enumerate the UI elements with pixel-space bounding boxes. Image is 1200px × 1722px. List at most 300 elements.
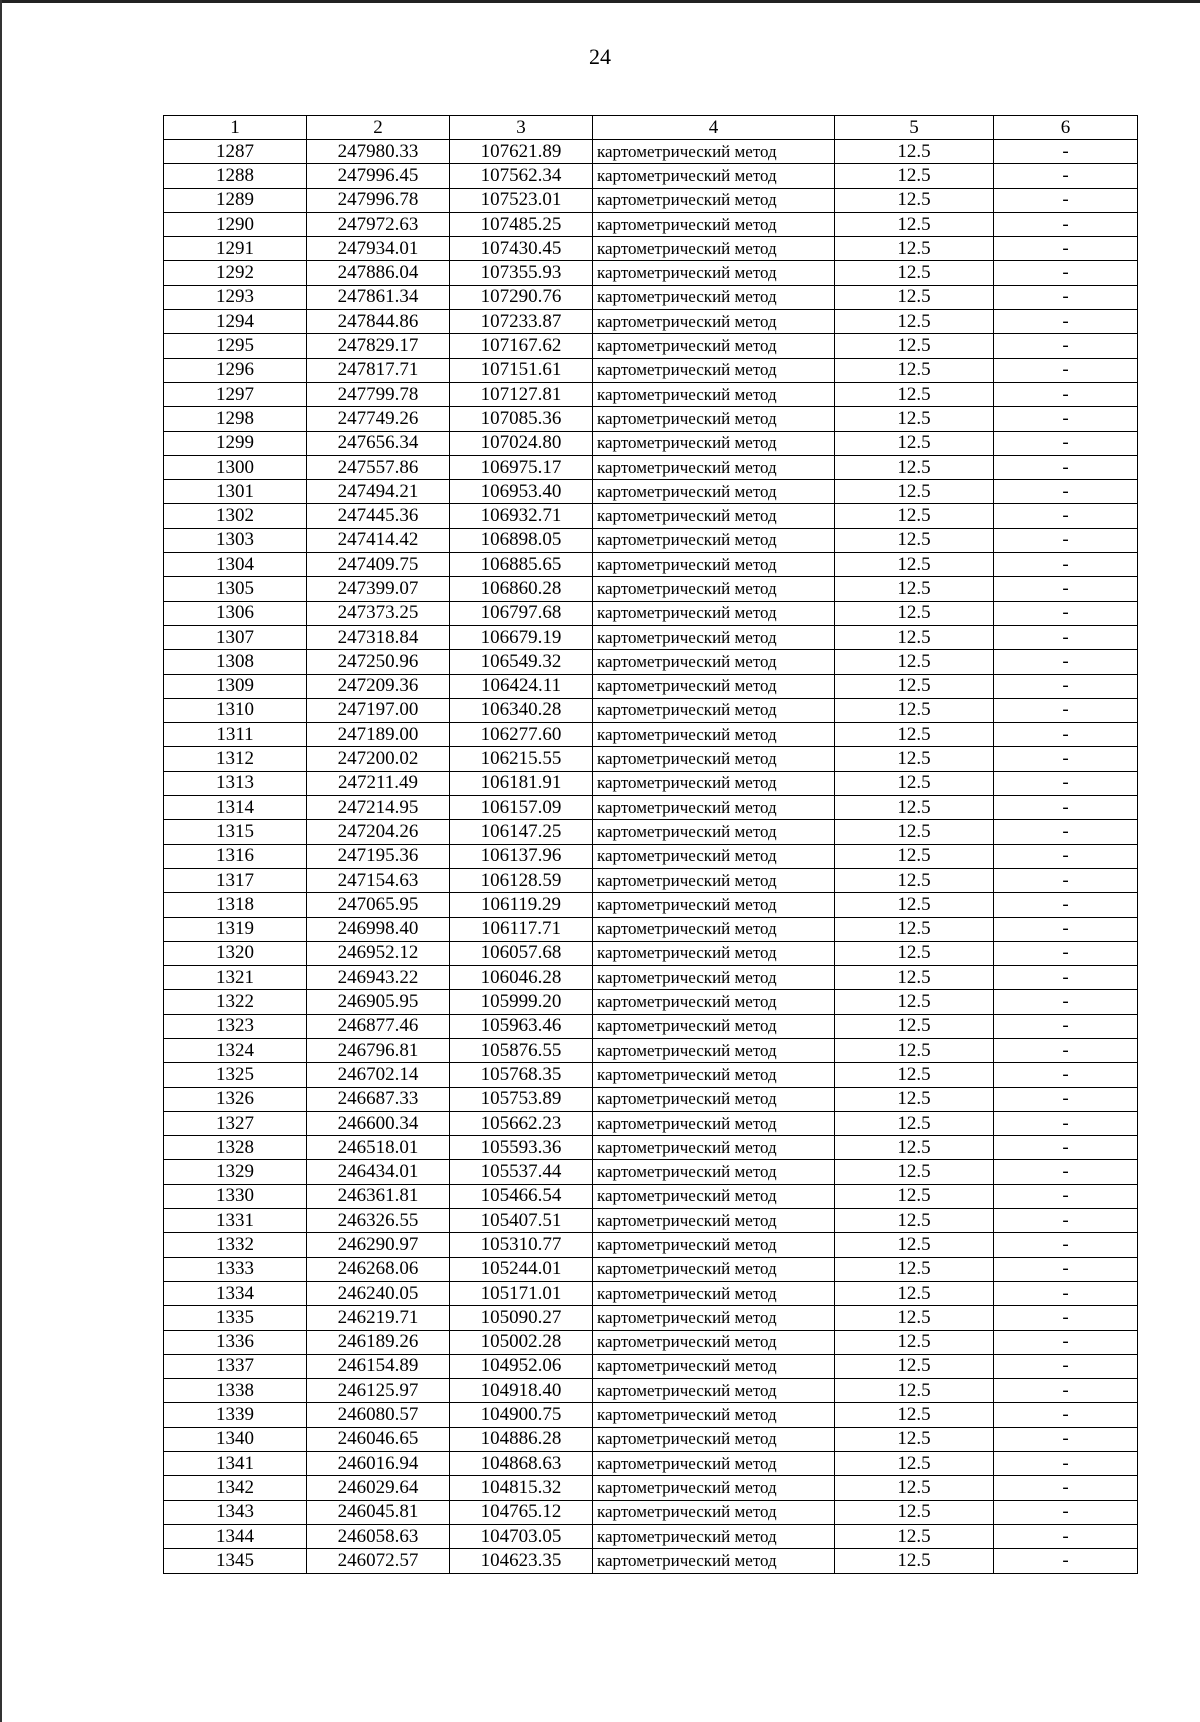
table-row — [164, 698, 1138, 722]
point-number-cell: 1292 — [164, 261, 307, 285]
y-coordinate-cell: 106549.32 — [450, 650, 593, 674]
accuracy-cell: 12.5 — [835, 1476, 994, 1500]
method-cell: картометрический метод — [593, 1330, 835, 1354]
x-coordinate-cell: 246058.63 — [307, 1524, 450, 1548]
method-cell: картометрический метод — [593, 1111, 835, 1135]
note-cell: - — [994, 844, 1138, 868]
note-cell: - — [994, 480, 1138, 504]
note-cell: - — [994, 1427, 1138, 1451]
y-coordinate-cell: 107562.34 — [450, 164, 593, 188]
table-row — [164, 650, 1138, 674]
table-row — [164, 1063, 1138, 1087]
x-coordinate-cell: 247972.63 — [307, 212, 450, 236]
method-cell: картометрический метод — [593, 1476, 835, 1500]
scan-border-top — [0, 0, 1200, 3]
accuracy-cell: 12.5 — [835, 723, 994, 747]
note-cell: - — [994, 601, 1138, 625]
x-coordinate-cell: 246905.95 — [307, 990, 450, 1014]
y-coordinate-cell: 106181.91 — [450, 771, 593, 795]
table-row — [164, 1354, 1138, 1378]
x-coordinate-cell: 247799.78 — [307, 382, 450, 406]
y-coordinate-cell: 106679.19 — [450, 625, 593, 649]
method-cell: картометрический метод — [593, 1257, 835, 1281]
point-number-cell: 1306 — [164, 601, 307, 625]
accuracy-cell: 12.5 — [835, 407, 994, 431]
page-number: 24 — [589, 44, 611, 69]
note-cell: - — [994, 1209, 1138, 1233]
table-row — [164, 1111, 1138, 1135]
accuracy-cell: 12.5 — [835, 1452, 994, 1476]
note-cell: - — [994, 1233, 1138, 1257]
method-cell: картометрический метод — [593, 723, 835, 747]
table-row — [164, 820, 1138, 844]
x-coordinate-cell: 246240.05 — [307, 1281, 450, 1305]
point-number-cell: 1289 — [164, 188, 307, 212]
note-cell: - — [994, 261, 1138, 285]
x-coordinate-cell: 247204.26 — [307, 820, 450, 844]
header-col-4: 4 — [593, 116, 835, 140]
note-cell: - — [994, 1549, 1138, 1573]
method-cell: картометрический метод — [593, 1184, 835, 1208]
note-cell: - — [994, 1281, 1138, 1305]
coordinates-table — [163, 115, 1138, 1574]
method-cell: картометрический метод — [593, 310, 835, 334]
x-coordinate-cell: 247996.45 — [307, 164, 450, 188]
method-cell: картометрический метод — [593, 1281, 835, 1305]
x-coordinate-cell: 247154.63 — [307, 868, 450, 892]
x-coordinate-cell: 247934.01 — [307, 237, 450, 261]
method-cell: картометрический метод — [593, 1136, 835, 1160]
method-cell: картометрический метод — [593, 698, 835, 722]
y-coordinate-cell: 104623.35 — [450, 1549, 593, 1573]
note-cell: - — [994, 310, 1138, 334]
y-coordinate-cell: 106953.40 — [450, 480, 593, 504]
accuracy-cell: 12.5 — [835, 1233, 994, 1257]
table-row — [164, 1087, 1138, 1111]
method-cell: картометрический метод — [593, 1524, 835, 1548]
x-coordinate-cell: 246434.01 — [307, 1160, 450, 1184]
accuracy-cell: 12.5 — [835, 844, 994, 868]
note-cell: - — [994, 1306, 1138, 1330]
y-coordinate-cell: 104868.63 — [450, 1452, 593, 1476]
table-row — [164, 1038, 1138, 1062]
accuracy-cell: 12.5 — [835, 1014, 994, 1038]
table-row — [164, 358, 1138, 382]
point-number-cell: 1312 — [164, 747, 307, 771]
note-cell: - — [994, 1379, 1138, 1403]
accuracy-cell: 12.5 — [835, 771, 994, 795]
point-number-cell: 1298 — [164, 407, 307, 431]
x-coordinate-cell: 247445.36 — [307, 504, 450, 528]
y-coordinate-cell: 107127.81 — [450, 382, 593, 406]
method-cell: картометрический метод — [593, 1306, 835, 1330]
accuracy-cell: 12.5 — [835, 1038, 994, 1062]
x-coordinate-cell: 247886.04 — [307, 261, 450, 285]
method-cell: картометрический метод — [593, 285, 835, 309]
y-coordinate-cell: 105999.20 — [450, 990, 593, 1014]
note-cell: - — [994, 334, 1138, 358]
x-coordinate-cell: 246154.89 — [307, 1354, 450, 1378]
note-cell: - — [994, 528, 1138, 552]
y-coordinate-cell: 105310.77 — [450, 1233, 593, 1257]
accuracy-cell: 12.5 — [835, 966, 994, 990]
accuracy-cell: 12.5 — [835, 917, 994, 941]
method-cell: картометрический метод — [593, 188, 835, 212]
table-row — [164, 310, 1138, 334]
table-row — [164, 285, 1138, 309]
x-coordinate-cell: 246702.14 — [307, 1063, 450, 1087]
x-coordinate-cell: 246290.97 — [307, 1233, 450, 1257]
x-coordinate-cell: 247494.21 — [307, 480, 450, 504]
x-coordinate-cell: 247209.36 — [307, 674, 450, 698]
method-cell: картометрический метод — [593, 577, 835, 601]
accuracy-cell: 12.5 — [835, 1281, 994, 1305]
table-row — [164, 1233, 1138, 1257]
table-row — [164, 577, 1138, 601]
point-number-cell: 1339 — [164, 1403, 307, 1427]
method-cell: картометрический метод — [593, 407, 835, 431]
note-cell: - — [994, 990, 1138, 1014]
table-row — [164, 674, 1138, 698]
accuracy-cell: 12.5 — [835, 1500, 994, 1524]
point-number-cell: 1311 — [164, 723, 307, 747]
accuracy-cell: 12.5 — [835, 1160, 994, 1184]
x-coordinate-cell: 247414.42 — [307, 528, 450, 552]
point-number-cell: 1323 — [164, 1014, 307, 1038]
x-coordinate-cell: 246600.34 — [307, 1111, 450, 1135]
x-coordinate-cell: 246125.97 — [307, 1379, 450, 1403]
y-coordinate-cell: 104886.28 — [450, 1427, 593, 1451]
x-coordinate-cell: 246072.57 — [307, 1549, 450, 1573]
accuracy-cell: 12.5 — [835, 1330, 994, 1354]
table-row — [164, 1452, 1138, 1476]
point-number-cell: 1320 — [164, 941, 307, 965]
accuracy-cell: 12.5 — [835, 261, 994, 285]
point-number-cell: 1334 — [164, 1281, 307, 1305]
point-number-cell: 1322 — [164, 990, 307, 1014]
accuracy-cell: 12.5 — [835, 140, 994, 164]
note-cell: - — [994, 723, 1138, 747]
point-number-cell: 1315 — [164, 820, 307, 844]
note-cell: - — [994, 1403, 1138, 1427]
y-coordinate-cell: 106340.28 — [450, 698, 593, 722]
point-number-cell: 1327 — [164, 1111, 307, 1135]
table-row — [164, 990, 1138, 1014]
scan-border-left — [0, 0, 2, 1722]
note-cell: - — [994, 625, 1138, 649]
note-cell: - — [994, 553, 1138, 577]
point-number-cell: 1307 — [164, 625, 307, 649]
point-number-cell: 1337 — [164, 1354, 307, 1378]
accuracy-cell: 12.5 — [835, 237, 994, 261]
method-cell: картометрический метод — [593, 893, 835, 917]
table-row — [164, 1160, 1138, 1184]
point-number-cell: 1314 — [164, 796, 307, 820]
method-cell: картометрический метод — [593, 917, 835, 941]
point-number-cell: 1305 — [164, 577, 307, 601]
note-cell: - — [994, 577, 1138, 601]
method-cell: картометрический метод — [593, 1354, 835, 1378]
method-cell: картометрический метод — [593, 1549, 835, 1573]
note-cell: - — [994, 941, 1138, 965]
accuracy-cell: 12.5 — [835, 650, 994, 674]
point-number-cell: 1328 — [164, 1136, 307, 1160]
y-coordinate-cell: 105407.51 — [450, 1209, 593, 1233]
note-cell: - — [994, 1524, 1138, 1548]
note-cell: - — [994, 1257, 1138, 1281]
x-coordinate-cell: 246518.01 — [307, 1136, 450, 1160]
y-coordinate-cell: 105466.54 — [450, 1184, 593, 1208]
table-row — [164, 1257, 1138, 1281]
x-coordinate-cell: 246268.06 — [307, 1257, 450, 1281]
method-cell: картометрический метод — [593, 1038, 835, 1062]
table-row — [164, 1136, 1138, 1160]
point-number-cell: 1290 — [164, 212, 307, 236]
accuracy-cell: 12.5 — [835, 601, 994, 625]
point-number-cell: 1310 — [164, 698, 307, 722]
point-number-cell: 1335 — [164, 1306, 307, 1330]
y-coordinate-cell: 106860.28 — [450, 577, 593, 601]
table-row — [164, 261, 1138, 285]
method-cell: картометрический метод — [593, 1379, 835, 1403]
note-cell: - — [994, 358, 1138, 382]
accuracy-cell: 12.5 — [835, 1354, 994, 1378]
y-coordinate-cell: 107485.25 — [450, 212, 593, 236]
note-cell: - — [994, 917, 1138, 941]
x-coordinate-cell: 247214.95 — [307, 796, 450, 820]
point-number-cell: 1302 — [164, 504, 307, 528]
point-number-cell: 1319 — [164, 917, 307, 941]
table-row — [164, 941, 1138, 965]
x-coordinate-cell: 247980.33 — [307, 140, 450, 164]
note-cell: - — [994, 1160, 1138, 1184]
point-number-cell: 1317 — [164, 868, 307, 892]
table-row — [164, 212, 1138, 236]
y-coordinate-cell: 106119.29 — [450, 893, 593, 917]
note-cell: - — [994, 1330, 1138, 1354]
note-cell: - — [994, 407, 1138, 431]
point-number-cell: 1333 — [164, 1257, 307, 1281]
x-coordinate-cell: 246219.71 — [307, 1306, 450, 1330]
header-col-3: 3 — [450, 116, 593, 140]
accuracy-cell: 12.5 — [835, 1306, 994, 1330]
point-number-cell: 1316 — [164, 844, 307, 868]
y-coordinate-cell: 107523.01 — [450, 188, 593, 212]
point-number-cell: 1313 — [164, 771, 307, 795]
y-coordinate-cell: 104952.06 — [450, 1354, 593, 1378]
accuracy-cell: 12.5 — [835, 1549, 994, 1573]
method-cell: картометрический метод — [593, 431, 835, 455]
method-cell: картометрический метод — [593, 625, 835, 649]
x-coordinate-cell: 246952.12 — [307, 941, 450, 965]
point-number-cell: 1321 — [164, 966, 307, 990]
x-coordinate-cell: 247399.07 — [307, 577, 450, 601]
x-coordinate-cell: 247318.84 — [307, 625, 450, 649]
accuracy-cell: 12.5 — [835, 893, 994, 917]
note-cell: - — [994, 455, 1138, 479]
table-row — [164, 1476, 1138, 1500]
table-row — [164, 431, 1138, 455]
y-coordinate-cell: 105171.01 — [450, 1281, 593, 1305]
table-row — [164, 140, 1138, 164]
point-number-cell: 1336 — [164, 1330, 307, 1354]
point-number-cell: 1295 — [164, 334, 307, 358]
y-coordinate-cell: 106885.65 — [450, 553, 593, 577]
accuracy-cell: 12.5 — [835, 285, 994, 309]
accuracy-cell: 12.5 — [835, 796, 994, 820]
x-coordinate-cell: 247065.95 — [307, 893, 450, 917]
x-coordinate-cell: 247200.02 — [307, 747, 450, 771]
table-row — [164, 382, 1138, 406]
y-coordinate-cell: 107151.61 — [450, 358, 593, 382]
y-coordinate-cell: 107167.62 — [450, 334, 593, 358]
point-number-cell: 1297 — [164, 382, 307, 406]
table-header-row — [164, 116, 1138, 140]
y-coordinate-cell: 104815.32 — [450, 1476, 593, 1500]
accuracy-cell: 12.5 — [835, 941, 994, 965]
point-number-cell: 1308 — [164, 650, 307, 674]
y-coordinate-cell: 105768.35 — [450, 1063, 593, 1087]
accuracy-cell: 12.5 — [835, 1403, 994, 1427]
table-row — [164, 455, 1138, 479]
y-coordinate-cell: 106128.59 — [450, 868, 593, 892]
note-cell: - — [994, 1476, 1138, 1500]
table-row — [164, 237, 1138, 261]
method-cell: картометрический метод — [593, 820, 835, 844]
x-coordinate-cell: 246080.57 — [307, 1403, 450, 1427]
table-row — [164, 625, 1138, 649]
y-coordinate-cell: 106898.05 — [450, 528, 593, 552]
method-cell: картометрический метод — [593, 1233, 835, 1257]
table-row — [164, 1281, 1138, 1305]
y-coordinate-cell: 105753.89 — [450, 1087, 593, 1111]
y-coordinate-cell: 106057.68 — [450, 941, 593, 965]
accuracy-cell: 12.5 — [835, 1427, 994, 1451]
method-cell: картометрический метод — [593, 650, 835, 674]
accuracy-cell: 12.5 — [835, 310, 994, 334]
y-coordinate-cell: 106137.96 — [450, 844, 593, 868]
note-cell: - — [994, 796, 1138, 820]
note-cell: - — [994, 1452, 1138, 1476]
y-coordinate-cell: 106157.09 — [450, 796, 593, 820]
point-number-cell: 1304 — [164, 553, 307, 577]
y-coordinate-cell: 105537.44 — [450, 1160, 593, 1184]
accuracy-cell: 12.5 — [835, 868, 994, 892]
table-row — [164, 601, 1138, 625]
note-cell: - — [994, 237, 1138, 261]
table-row — [164, 1014, 1138, 1038]
x-coordinate-cell: 247996.78 — [307, 188, 450, 212]
method-cell: картометрический метод — [593, 1500, 835, 1524]
point-number-cell: 1293 — [164, 285, 307, 309]
method-cell: картометрический метод — [593, 382, 835, 406]
accuracy-cell: 12.5 — [835, 382, 994, 406]
accuracy-cell: 12.5 — [835, 480, 994, 504]
accuracy-cell: 12.5 — [835, 358, 994, 382]
method-cell: картометрический метод — [593, 140, 835, 164]
table-row — [164, 553, 1138, 577]
accuracy-cell: 12.5 — [835, 212, 994, 236]
x-coordinate-cell: 247817.71 — [307, 358, 450, 382]
note-cell: - — [994, 966, 1138, 990]
table-row — [164, 480, 1138, 504]
y-coordinate-cell: 107085.36 — [450, 407, 593, 431]
table-row — [164, 1427, 1138, 1451]
y-coordinate-cell: 107430.45 — [450, 237, 593, 261]
y-coordinate-cell: 106277.60 — [450, 723, 593, 747]
y-coordinate-cell: 105876.55 — [450, 1038, 593, 1062]
y-coordinate-cell: 105963.46 — [450, 1014, 593, 1038]
accuracy-cell: 12.5 — [835, 625, 994, 649]
accuracy-cell: 12.5 — [835, 577, 994, 601]
method-cell: картометрический метод — [593, 1403, 835, 1427]
note-cell: - — [994, 212, 1138, 236]
method-cell: картометрический метод — [593, 528, 835, 552]
x-coordinate-cell: 246029.64 — [307, 1476, 450, 1500]
table-row — [164, 1379, 1138, 1403]
note-cell: - — [994, 868, 1138, 892]
y-coordinate-cell: 104703.05 — [450, 1524, 593, 1548]
method-cell: картометрический метод — [593, 164, 835, 188]
x-coordinate-cell: 246189.26 — [307, 1330, 450, 1354]
x-coordinate-cell: 247844.86 — [307, 310, 450, 334]
x-coordinate-cell: 246326.55 — [307, 1209, 450, 1233]
method-cell: картометрический метод — [593, 1452, 835, 1476]
method-cell: картометрический метод — [593, 504, 835, 528]
accuracy-cell: 12.5 — [835, 1379, 994, 1403]
table-row — [164, 188, 1138, 212]
method-cell: картометрический метод — [593, 796, 835, 820]
point-number-cell: 1309 — [164, 674, 307, 698]
method-cell: картометрический метод — [593, 844, 835, 868]
accuracy-cell: 12.5 — [835, 164, 994, 188]
table-row — [164, 1330, 1138, 1354]
x-coordinate-cell: 246361.81 — [307, 1184, 450, 1208]
point-number-cell: 1288 — [164, 164, 307, 188]
y-coordinate-cell: 107290.76 — [450, 285, 593, 309]
accuracy-cell: 12.5 — [835, 188, 994, 212]
method-cell: картометрический метод — [593, 1160, 835, 1184]
method-cell: картометрический метод — [593, 966, 835, 990]
note-cell: - — [994, 1038, 1138, 1062]
table-row — [164, 1306, 1138, 1330]
method-cell: картометрический метод — [593, 261, 835, 285]
x-coordinate-cell: 246796.81 — [307, 1038, 450, 1062]
y-coordinate-cell: 106215.55 — [450, 747, 593, 771]
accuracy-cell: 12.5 — [835, 820, 994, 844]
method-cell: картометрический метод — [593, 480, 835, 504]
x-coordinate-cell: 247749.26 — [307, 407, 450, 431]
header-col-1: 1 — [164, 116, 307, 140]
point-number-cell: 1294 — [164, 310, 307, 334]
x-coordinate-cell: 246998.40 — [307, 917, 450, 941]
table-row — [164, 966, 1138, 990]
y-coordinate-cell: 106147.25 — [450, 820, 593, 844]
accuracy-cell: 12.5 — [835, 431, 994, 455]
note-cell: - — [994, 1063, 1138, 1087]
point-number-cell: 1344 — [164, 1524, 307, 1548]
note-cell: - — [994, 1354, 1138, 1378]
x-coordinate-cell: 247195.36 — [307, 844, 450, 868]
point-number-cell: 1301 — [164, 480, 307, 504]
y-coordinate-cell: 105244.01 — [450, 1257, 593, 1281]
accuracy-cell: 12.5 — [835, 528, 994, 552]
accuracy-cell: 12.5 — [835, 698, 994, 722]
y-coordinate-cell: 106046.28 — [450, 966, 593, 990]
x-coordinate-cell: 246687.33 — [307, 1087, 450, 1111]
x-coordinate-cell: 247250.96 — [307, 650, 450, 674]
method-cell: картометрический метод — [593, 674, 835, 698]
